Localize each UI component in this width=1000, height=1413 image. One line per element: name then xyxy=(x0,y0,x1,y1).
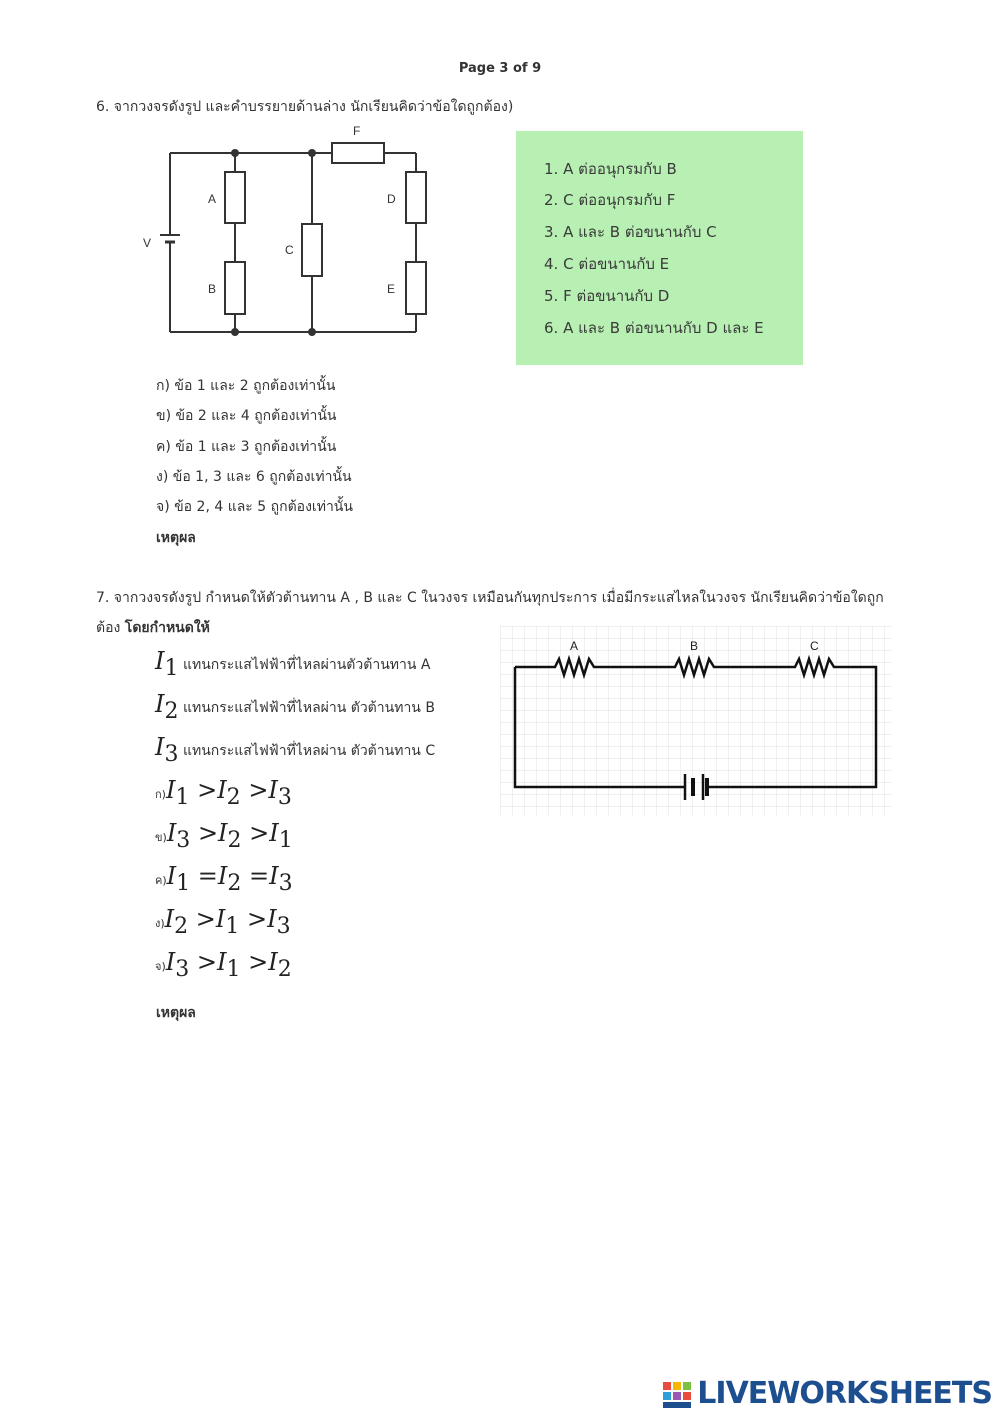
label-a: A xyxy=(570,639,579,653)
statement-item: 3. A และ B ต่อขนานกับ C xyxy=(544,223,717,241)
label-v: V xyxy=(143,236,152,250)
q7-option-1[interactable]: ก)$I_1 >I_2 >I_3$ xyxy=(155,776,292,810)
statement-item: 4. C ต่อขนานกับ E xyxy=(544,255,670,273)
q6-option-5[interactable]: จ) ข้อ 2, 4 และ 5 ถูกต้องเท่านั้น xyxy=(156,499,353,515)
resistor-e xyxy=(406,262,426,314)
q7-question-line2 xyxy=(96,618,210,638)
definition-i1: $I_1$ แทนกระแสไฟฟ้าที่ไหลผ่านตัวต้านทาน A xyxy=(155,647,431,681)
liveworksheets-logo: LIVEWORKSHEETS xyxy=(697,1376,992,1411)
q7-circuit-diagram xyxy=(500,626,892,816)
q6-statements-box xyxy=(516,131,803,365)
q7-option-3[interactable]: ค)$I_1 =I_2 =I_3$ xyxy=(155,862,293,896)
logo-mark-icon xyxy=(663,1382,691,1408)
q6-option-2[interactable]: ข) ข้อ 2 และ 4 ถูกต้องเท่านั้น xyxy=(156,408,337,424)
q6-option-1[interactable]: ก) ข้อ 1 และ 2 ถูกต้องเท่านั้น xyxy=(156,378,336,394)
q7-given-label: โดยกำหนดให้ xyxy=(124,620,210,636)
page-number: Page 3 of 9 xyxy=(458,61,542,76)
q6-circuit-diagram xyxy=(140,120,440,342)
resistor-a xyxy=(225,172,245,223)
q6-option-3[interactable]: ค) ข้อ 1 และ 3 ถูกต้องเท่านั้น xyxy=(156,439,337,455)
q7-option-4[interactable]: ง)$I_2 >I_1 >I_3$ xyxy=(155,905,291,939)
resistor-d xyxy=(406,172,426,223)
label-e: E xyxy=(387,282,396,296)
label-a: A xyxy=(208,192,217,206)
label-c: C xyxy=(810,639,819,653)
label-b: B xyxy=(690,639,699,653)
resistor-f xyxy=(332,143,384,163)
statement-item: 1. A ต่ออนุกรมกับ B xyxy=(544,160,677,178)
definition-i2: $I_2$ แทนกระแสไฟฟ้าที่ไหลผ่าน ตัวต้านทาน B xyxy=(155,690,435,724)
label-f: F xyxy=(353,124,361,138)
statement-item: 6. A และ B ต่อขนานกับ D และ E xyxy=(544,319,764,337)
q7-question-line1: 7. จากวงจรดังรูป กำหนดให้ตัวต้านทาน A , B และ C ในวงจร เหมือนกันทุกประการ เมื่อมีกระแสไหลในวงจร นักเรียนคิดว่าข้อใดถูก xyxy=(96,590,884,606)
q7-question-prefix: ต้อง xyxy=(96,620,125,636)
resistor-c xyxy=(302,224,322,276)
statement-item: 5. F ต่อขนานกับ D xyxy=(544,287,670,305)
definition-i3: $I_3$ แทนกระแสไฟฟ้าที่ไหลผ่าน ตัวต้านทาน C xyxy=(155,733,436,767)
q6-option-4[interactable]: ง) ข้อ 1, 3 และ 6 ถูกต้องเท่านั้น xyxy=(156,469,352,485)
q6-reason-label: เหตุผล xyxy=(156,530,196,546)
label-d: D xyxy=(387,192,396,206)
statement-item: 2. C ต่ออนุกรมกับ F xyxy=(544,191,676,209)
label-b: B xyxy=(208,282,217,296)
q7-reason-label: เหตุผล xyxy=(156,1005,196,1021)
q7-option-5[interactable]: จ)$I_3 >I_1 >I_2$ xyxy=(155,948,292,982)
q7-option-2[interactable]: ข)$I_3 >I_2 >I_1$ xyxy=(155,819,293,853)
battery-symbol xyxy=(160,235,180,250)
resistor-b xyxy=(225,262,245,314)
q6-question: 6. จากวงจรดังรูป และคำบรรยายด้านล่าง นักเรียนคิดว่าข้อใดถูกต้อง) xyxy=(96,99,514,115)
label-c: C xyxy=(285,243,294,257)
